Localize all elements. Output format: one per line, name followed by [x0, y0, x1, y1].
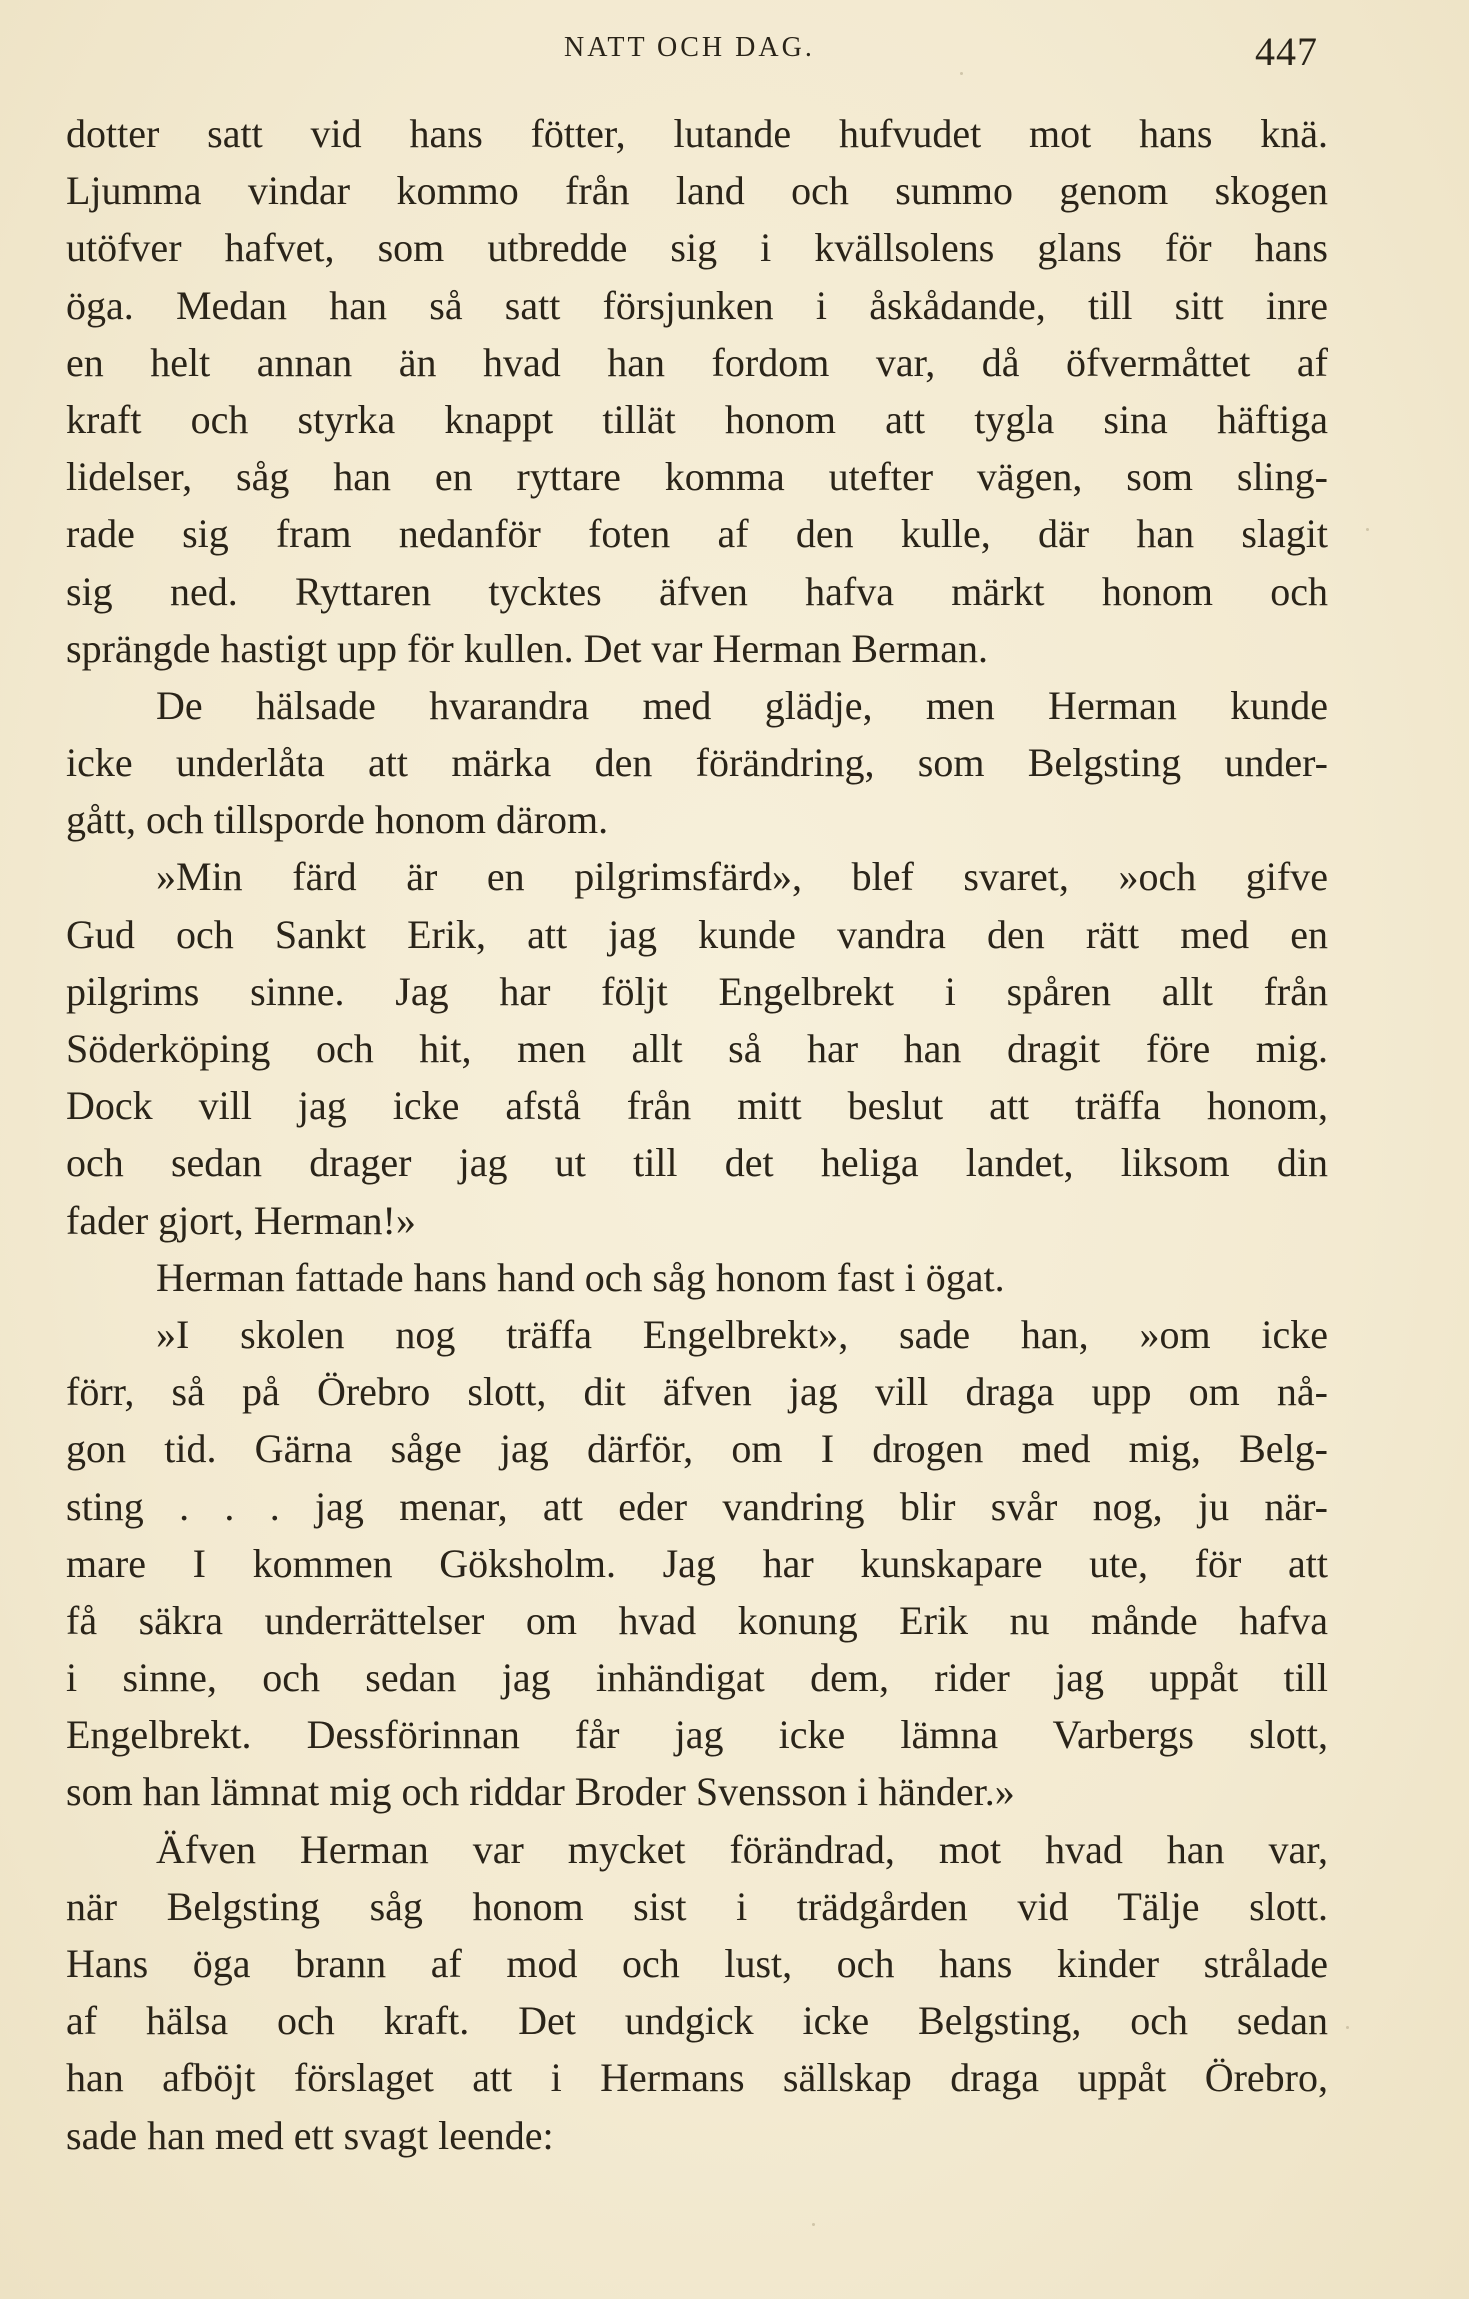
text-line: sprängde hastigt upp för kullen. Det var Herman Berman.	[66, 625, 988, 671]
text-line: utöfver hafvet, som utbredde sig i kvällsolens glans för hans	[66, 225, 1328, 271]
text-line: förr, så på Örebro slott, dit äfven jag vill draga upp om nå-	[66, 1369, 1328, 1415]
text-line: sade han med ett svagt leende:	[66, 2112, 554, 2158]
text-line: en helt annan än hvad han fordom var, då öfvermåttet af	[66, 339, 1328, 385]
text-line: »I skolen nog träffa Engelbrekt», sade han, »om icke	[156, 1311, 1328, 1357]
text-line: öga. Medan han så satt försjunken i åskådande, till sitt inre	[66, 282, 1328, 328]
text-line: mare I kommen Göksholm. Jag har kunskapare ute, för att	[66, 1540, 1328, 1586]
text-line: sting . . . jag menar, att eder vandring blir svår nog, ju när-	[66, 1483, 1328, 1529]
paper-speck	[1346, 2026, 1349, 2029]
text-line: Hans öga brann af mod och lust, och hans kinder strålade	[66, 1941, 1328, 1986]
paper-speck	[1366, 528, 1369, 531]
text-line: »Min färd är en pilgrimsfärd», blef svaret, »och gifve	[156, 854, 1328, 900]
text-line: Dock vill jag icke afstå från mitt beslut att träffa honom,	[66, 1083, 1328, 1129]
text-line: fader gjort, Herman!»	[66, 1197, 416, 1243]
paper-speck	[812, 2223, 815, 2226]
page-number: 447	[1255, 29, 1318, 74]
text-line: lidelser, såg han en ryttare komma utefter vägen, som sling-	[66, 454, 1328, 500]
text-line: Gud och Sankt Erik, att jag kunde vandra den rätt med en	[66, 911, 1328, 957]
text-line: kraft och styrka knappt tillät honom att tygla sina häftiga	[66, 396, 1328, 442]
text-line: dotter satt vid hans fötter, lutande hufvudet mot hans knä.	[66, 111, 1328, 156]
text-line: i sinne, och sedan jag inhändigat dem, rider jag uppåt till	[66, 1655, 1328, 1701]
paper-speck	[960, 72, 963, 75]
running-head	[0, 28, 1469, 78]
text-line: få säkra underrättelser om hvad konung Erik nu månde hafva	[66, 1597, 1328, 1643]
text-line: De hälsade hvarandra med glädje, men Herman kunde	[156, 682, 1328, 728]
text-line: af hälsa och kraft. Det undgick icke Belgsting, och sedan	[66, 1998, 1328, 2044]
running-title: NATT OCH DAG.	[564, 32, 815, 63]
text-line: som han lämnat mig och riddar Broder Svensson i händer.»	[66, 1769, 1015, 1815]
text-line: Äfven Herman var mycket förändrad, mot hvad han var,	[156, 1826, 1328, 1872]
text-line: sig ned. Ryttaren tycktes äfven hafva märkt honom och	[66, 568, 1328, 614]
text-line: Ljumma vindar kommo från land och summo genom skogen	[66, 168, 1328, 214]
text-line: Söderköping och hit, men allt så har han dragit före mig.	[66, 1026, 1328, 1071]
text-line: och sedan drager jag ut till det heliga landet, liksom din	[66, 1140, 1328, 1186]
text-line: Engelbrekt. Dessförinnan får jag icke lämna Varbergs slott,	[66, 1712, 1328, 1758]
text-line: när Belgsting såg honom sist i trädgården vid Tälje slott.	[66, 1883, 1328, 1929]
text-line: Herman fattade hans hand och såg honom fast i ögat.	[156, 1254, 1005, 1300]
text-line: gon tid. Gärna såge jag därför, om I drogen med mig, Belg-	[66, 1426, 1328, 1472]
text-line: han afböjt förslaget att i Hermans sällskap draga uppåt Örebro,	[66, 2055, 1328, 2101]
text-line: pilgrims sinne. Jag har följt Engelbrekt i spåren allt från	[66, 968, 1328, 1014]
text-line: icke underlåta att märka den förändring, som Belgsting under-	[66, 740, 1328, 786]
body-text	[66, 105, 1328, 2164]
text-line: rade sig fram nedanför foten af den kulle, där han slagit	[66, 511, 1328, 557]
text-line: gått, och tillsporde honom därom.	[66, 797, 609, 843]
